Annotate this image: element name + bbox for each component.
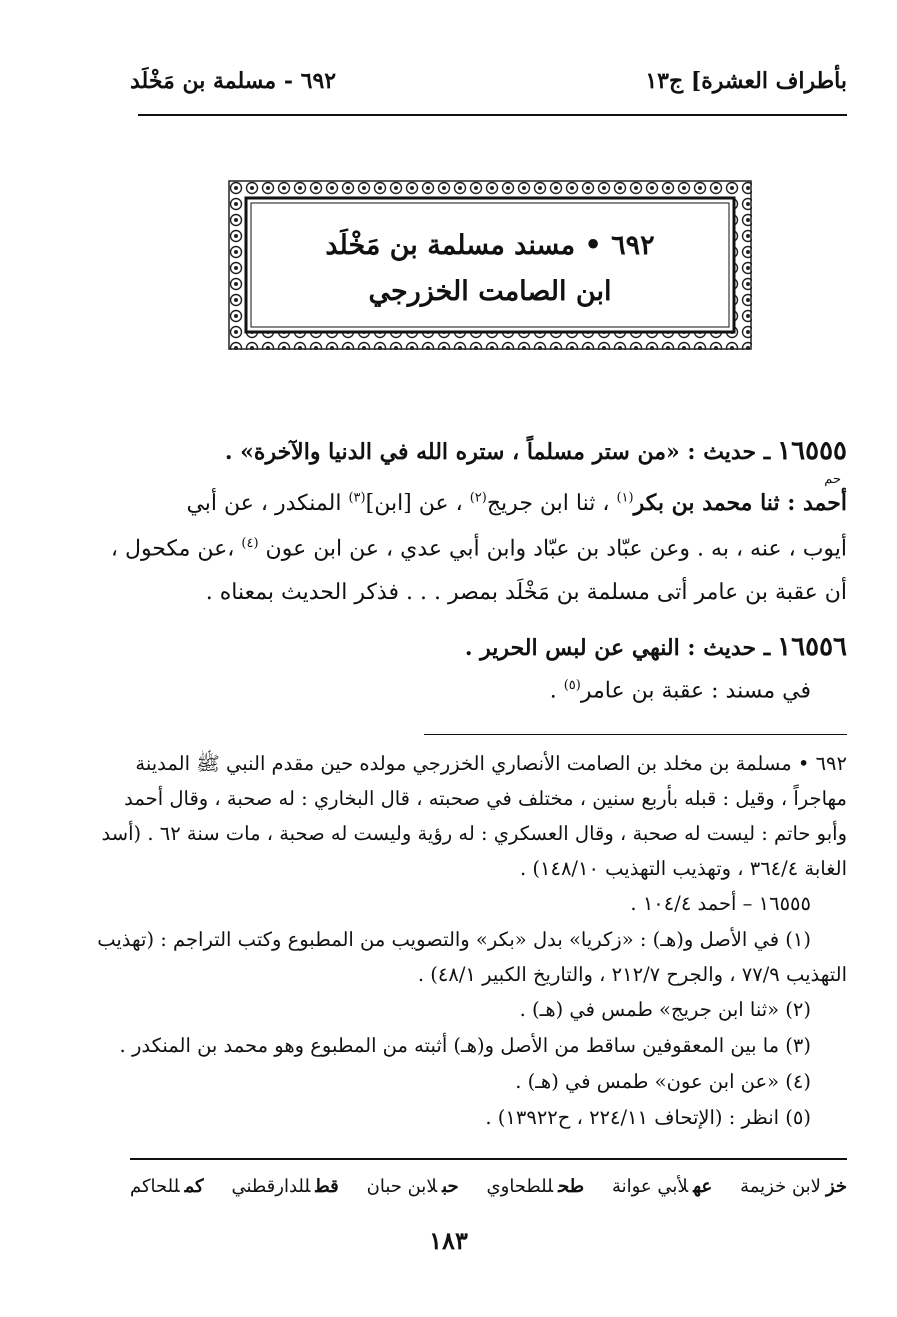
running-header-book-title: بأطراف العشرة] ج١٣ bbox=[645, 68, 847, 94]
footnote-ref-1: (١) bbox=[616, 490, 634, 506]
running-header-section-title: ٦٩٢ - مسلمة بن مَخْلَد bbox=[130, 68, 337, 94]
footnote-1-line1: (١) في الأصل و(هـ) : «زكريا» بدل «بكر» والتصويب من المطبوع وكتب التراجم : (تهذيب bbox=[97, 928, 811, 951]
footnote-ref-3: (٣) bbox=[348, 490, 366, 506]
page-number: ١٨٣ bbox=[429, 1226, 468, 1255]
footnote-divider bbox=[424, 734, 847, 735]
abbreviation-item: قطللدارقطني bbox=[231, 1176, 339, 1197]
footnote-biography-line4: الغابة ٣٦٤/٤ ، وتهذيب التهذيب ١٤٨/١٠) . bbox=[519, 857, 847, 880]
footnote-1-line2: التهذيب ٧٧/٩ ، والجرح ٢١٢/٧ ، والتاريخ الكبير ٤٨/١) . bbox=[417, 963, 847, 986]
ornament-border-icon bbox=[228, 180, 752, 350]
footnote-4: (٤) «عن ابن عون» طمس في (هـ) . bbox=[515, 1070, 811, 1093]
musnad-subtitle: ابن الصامت الخزرجي bbox=[368, 276, 612, 307]
hadith-16555-isnad-line3: أن عقبة بن عامر أتى مسلمة بن مَخْلَد بمصر . . . فذكر الحديث بمعناه . bbox=[205, 580, 847, 605]
ornate-title-frame bbox=[228, 180, 752, 350]
footnote-ref-4: (٤) bbox=[241, 536, 259, 551]
footnote-biography-line1: ٦٩٢ • مسلمة بن مخلد بن الصامت الأنصاري الخزرجي مولده حين مقدم النبي ﷺ المدينة bbox=[135, 752, 847, 775]
footnote-biography-line2: مهاجراً ، وقيل : قبله بأربع سنين ، مختلف في صحبته ، قال البخاري : له صحبة ، وقال أحمد bbox=[124, 787, 847, 810]
header-divider bbox=[138, 114, 847, 116]
abbreviation-item: كمللحاكم bbox=[130, 1176, 204, 1197]
footnote-source-ref: ١٦٥٥٥ – أحمد ١٠٤/٤ . bbox=[630, 892, 811, 915]
footnote-biography-line3: وأبو حاتم : ليست له صحبة ، وقال العسكري : له رؤية وليست له صحبة ، مات سنة ٦٢ . (أسد bbox=[101, 822, 847, 845]
source-marker: حم bbox=[824, 472, 841, 487]
hadith-16556-heading: ١٦٥٥٦ ـ حديث : النهي عن لبس الحرير . bbox=[464, 632, 847, 662]
hadith-16555-isnad-line1: أحمد : ثنا محمد بن بكر$^{(١)}$ ، ثنا ابن جريج$^{(٢)}$ ، عن [ابن]$^{(٣)}$ المنكدر ، عن أبي bbox=[186, 490, 847, 516]
hadith-16555-heading: ١٦٥٥٥ ـ حديث : «من ستر مسلماً ، ستره الله في الدنيا والآخرة» . bbox=[224, 436, 847, 466]
footer-divider bbox=[130, 1158, 847, 1160]
abbreviation-item: خزلابن خزيمة bbox=[740, 1176, 847, 1197]
musnad-title: ٦٩٢ • مسند مسلمة بن مَخْلَد bbox=[325, 230, 655, 261]
footnote-ref-2: (٢) bbox=[469, 490, 487, 506]
footnote-5: (٥) انظر : (الإتحاف ٢٢٤/١١ ، ح١٣٩٢٢) . bbox=[485, 1106, 811, 1129]
abbreviation-item: حبلابن حبان bbox=[366, 1176, 459, 1197]
footnote-2: (٢) «ثنا ابن جريج» طمس في (هـ) . bbox=[519, 998, 811, 1021]
hadith-16555-isnad-line2: أيوب ، عنه ، به . وعن عبّاد بن عبّاد وابن أبي عدي ، عن ابن عون $^{(٤)}$ ،عن مكحول ، bbox=[110, 536, 847, 562]
footnote-3: (٣) ما بين المعقوفين ساقط من الأصل و(هـ) أثبته من المطبوع وهو محمد بن المنكدر . bbox=[119, 1034, 811, 1057]
footnote-ref-5: (٥) bbox=[563, 678, 581, 693]
hadith-16556-reference: في مسند : عقبة بن عامر$^{(٥)}$ . bbox=[549, 678, 811, 704]
abbreviation-item: طحللطحاوي bbox=[486, 1176, 585, 1197]
abbreviation-legend bbox=[130, 1176, 847, 1197]
abbreviation-item: عهلأبي عوانة bbox=[611, 1176, 713, 1197]
